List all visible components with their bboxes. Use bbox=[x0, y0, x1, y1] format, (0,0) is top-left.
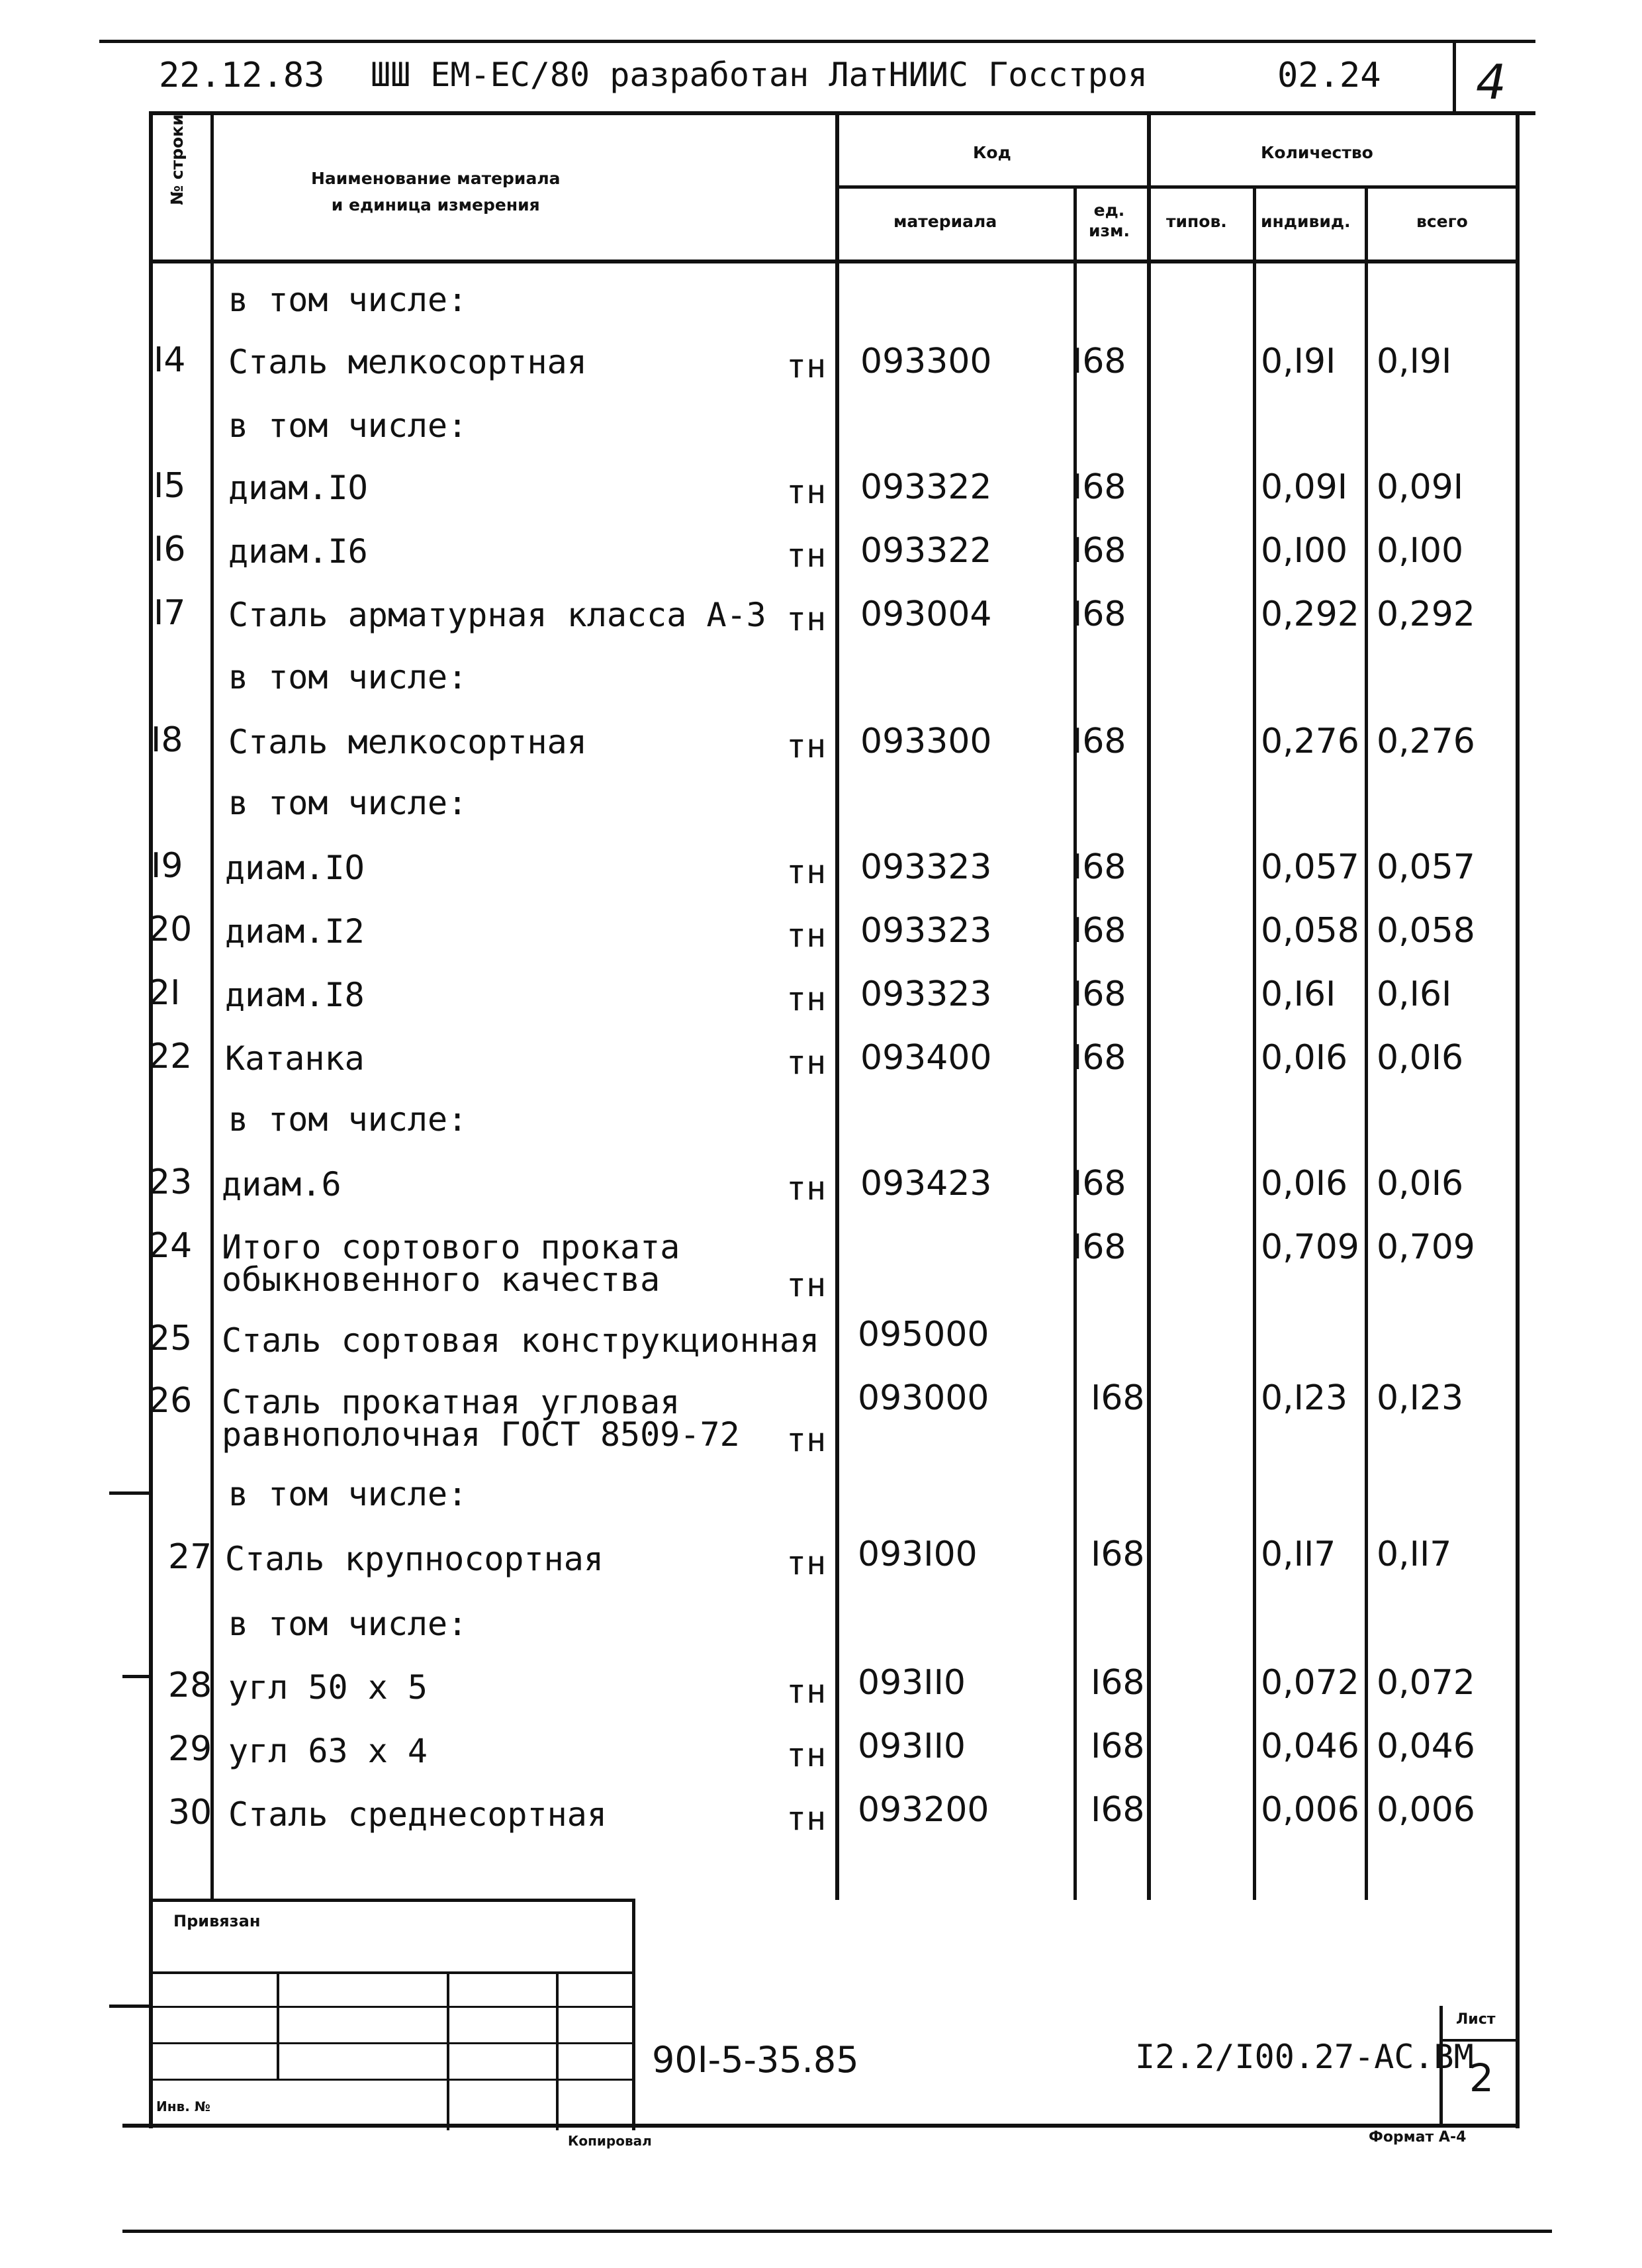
margin-mark bbox=[122, 1675, 150, 1678]
frame-left bbox=[149, 113, 153, 2128]
top-rule-lower bbox=[149, 111, 1535, 115]
row-name: Сталь прокатная угловая равнополочная ГОСТ 8509-72 bbox=[222, 1383, 740, 1454]
row-number: 25 bbox=[148, 1319, 193, 1358]
row-unit: тн bbox=[786, 1169, 827, 1207]
header-qty-individual: индивид. bbox=[1261, 212, 1351, 231]
row-name: Сталь среднесортная bbox=[228, 1795, 607, 1834]
margin-mark bbox=[109, 1491, 150, 1495]
row-ind: 0,II7 bbox=[1261, 1535, 1336, 1574]
row-code: 093323 bbox=[860, 847, 992, 887]
row-ed: I68 bbox=[1072, 1227, 1126, 1267]
stamp-list-label: Лист bbox=[1456, 2011, 1496, 2028]
row-code: 093II0 bbox=[858, 1663, 966, 1703]
row-name: Итого сортового проката обыкновенного качества bbox=[222, 1228, 680, 1299]
header-quantity: Количество bbox=[1261, 143, 1373, 162]
row-name: угл 63 х 4 bbox=[228, 1732, 428, 1770]
row-ind: 0,058 bbox=[1261, 911, 1359, 951]
row-total: 0,057 bbox=[1377, 847, 1475, 887]
row-total: 0,046 bbox=[1377, 1726, 1475, 1766]
row-code: 093300 bbox=[860, 342, 992, 381]
row-unit: тн bbox=[786, 1266, 827, 1304]
row-name: Сталь арматурная класса А-3 bbox=[228, 596, 766, 634]
row-number: 27 bbox=[168, 1537, 212, 1577]
row-ed: I68 bbox=[1072, 1038, 1126, 1078]
row-total: 0,058 bbox=[1377, 911, 1475, 951]
row-total: 0,276 bbox=[1377, 722, 1475, 761]
row-name: Сталь сортовая конструкционная bbox=[222, 1321, 820, 1360]
stamp-kopiroval: Копировал bbox=[568, 2133, 652, 2149]
row-number: 26 bbox=[148, 1381, 193, 1421]
document-code: 02.24 bbox=[1277, 56, 1381, 95]
stamp-col bbox=[556, 1971, 559, 2130]
row-ed: I68 bbox=[1091, 1378, 1145, 1418]
row-unit: тн bbox=[786, 853, 827, 891]
row-code: 093423 bbox=[860, 1164, 992, 1204]
row-number: I5 bbox=[154, 466, 186, 506]
header-material-name: Наименование материала и единица измерения bbox=[311, 169, 561, 214]
row-unit: тн bbox=[786, 916, 827, 955]
row-total: 0,0I6 bbox=[1377, 1038, 1464, 1078]
row-total: 0,II7 bbox=[1377, 1535, 1452, 1574]
stamp-list-number: 2 bbox=[1469, 2055, 1494, 2101]
row-ind: 0,006 bbox=[1261, 1790, 1359, 1830]
stamp-privyazan: Привязан bbox=[173, 1912, 261, 1930]
row-code: 093004 bbox=[860, 594, 992, 634]
row-ind: 0,057 bbox=[1261, 847, 1359, 887]
row-name: Сталь крупносортная bbox=[225, 1540, 604, 1578]
row-code: 095000 bbox=[858, 1315, 989, 1354]
stamp-doc-code: I2.2/I00.27-АС.ВМ bbox=[1135, 2038, 1474, 2076]
row-number: 30 bbox=[168, 1793, 212, 1832]
row-name: в том числе: bbox=[228, 1100, 468, 1139]
col-ind-divider bbox=[1365, 185, 1368, 1900]
row-unit: тн bbox=[786, 1043, 827, 1082]
stamp-rule bbox=[149, 2006, 635, 2008]
row-name: диам.I2 bbox=[225, 912, 365, 951]
row-total: 0,I23 bbox=[1377, 1378, 1464, 1418]
row-number: I7 bbox=[154, 593, 186, 633]
page-bottom-rule bbox=[122, 2230, 1552, 2233]
margin-mark bbox=[109, 2005, 150, 2008]
row-unit: тн bbox=[786, 1799, 827, 1838]
row-total: 0,292 bbox=[1377, 594, 1475, 634]
row-name: в том числе: bbox=[228, 406, 468, 445]
document-source: ШШ ЕМ-ЕС/80 разработан ЛатНИИС Госстроя bbox=[371, 56, 1148, 94]
row-ed: I68 bbox=[1072, 1164, 1126, 1204]
row-ind: 0,I9I bbox=[1261, 342, 1336, 381]
row-code: 093400 bbox=[860, 1038, 992, 1078]
row-code: 093322 bbox=[860, 531, 992, 571]
row-ed: I68 bbox=[1072, 911, 1126, 951]
col-name-divider bbox=[835, 113, 839, 1900]
row-code: 093II0 bbox=[858, 1726, 966, 1766]
stamp-bottom-rule bbox=[122, 2124, 1519, 2128]
row-ed: I68 bbox=[1072, 974, 1126, 1014]
row-number: 28 bbox=[168, 1666, 212, 1705]
row-name: угл 50 х 5 bbox=[228, 1668, 428, 1707]
row-code: 093322 bbox=[860, 467, 992, 507]
col-no-divider bbox=[210, 113, 214, 1900]
row-total: 0,006 bbox=[1377, 1790, 1475, 1830]
stamp-col bbox=[447, 1971, 449, 2130]
row-name: диам.6 bbox=[222, 1165, 342, 1204]
row-unit: тн bbox=[786, 1421, 827, 1459]
row-name: в том числе: bbox=[228, 1605, 468, 1643]
row-unit: тн bbox=[786, 473, 827, 511]
row-code: 093I00 bbox=[858, 1535, 978, 1574]
row-ed: I68 bbox=[1091, 1790, 1145, 1830]
top-rule bbox=[99, 40, 1535, 43]
document-date: 22.12.83 bbox=[159, 56, 325, 95]
row-number: I6 bbox=[154, 530, 186, 569]
row-unit: тн bbox=[786, 727, 827, 765]
row-ind: 0,I00 bbox=[1261, 531, 1348, 571]
row-name: Катанка bbox=[225, 1039, 365, 1078]
header-mid-rule bbox=[835, 185, 1517, 189]
col-tip-divider bbox=[1253, 185, 1256, 1900]
row-unit: тн bbox=[786, 1672, 827, 1711]
header-code-material: материала bbox=[893, 212, 997, 231]
row-code: 093323 bbox=[860, 974, 992, 1014]
stamp-rule bbox=[149, 1971, 635, 1974]
row-number: 22 bbox=[148, 1037, 193, 1076]
row-name: в том числе: bbox=[228, 784, 468, 822]
row-ind: 0,046 bbox=[1261, 1726, 1359, 1766]
row-ed: I68 bbox=[1072, 722, 1126, 761]
stamp-top-rule bbox=[149, 1899, 635, 1902]
row-unit: тн bbox=[786, 1736, 827, 1774]
row-ind: 0,072 bbox=[1261, 1663, 1359, 1703]
header-code: Код bbox=[973, 143, 1011, 162]
row-number: I4 bbox=[154, 340, 186, 380]
row-code: 093323 bbox=[860, 911, 992, 951]
row-total: 0,709 bbox=[1377, 1227, 1475, 1267]
row-number: 23 bbox=[148, 1162, 193, 1202]
row-name: Сталь мелкосортная bbox=[228, 723, 587, 761]
row-unit: тн bbox=[786, 1544, 827, 1582]
row-total: 0,09I bbox=[1377, 467, 1464, 507]
row-ind: 0,709 bbox=[1261, 1227, 1359, 1267]
row-name: диам.IO bbox=[225, 849, 365, 887]
header-code-unit: ед. изм. bbox=[1089, 201, 1130, 241]
row-unit: тн bbox=[786, 600, 827, 638]
stamp-rule bbox=[149, 2042, 635, 2044]
row-ind: 0,I23 bbox=[1261, 1378, 1348, 1418]
row-name: диам.IO bbox=[228, 469, 368, 507]
row-ind: 0,09I bbox=[1261, 467, 1348, 507]
row-total: 0,072 bbox=[1377, 1663, 1475, 1703]
row-ed: I68 bbox=[1072, 467, 1126, 507]
row-name: диам.I6 bbox=[228, 532, 368, 571]
row-total: 0,I6I bbox=[1377, 974, 1452, 1014]
row-ed: I68 bbox=[1072, 594, 1126, 634]
row-number: 29 bbox=[168, 1729, 212, 1769]
stamp-inv-no: Инв. № bbox=[156, 2099, 210, 2114]
row-unit: тн bbox=[786, 347, 827, 385]
row-code: 093000 bbox=[858, 1378, 989, 1418]
frame-right bbox=[1516, 113, 1520, 2128]
row-ed: I68 bbox=[1072, 531, 1126, 571]
col-unit-divider bbox=[1147, 113, 1151, 1900]
stamp-doc-number: 90I-5-35.85 bbox=[652, 2039, 859, 2081]
stamp-format: Формат А-4 bbox=[1369, 2129, 1467, 2146]
row-ed: I68 bbox=[1091, 1726, 1145, 1766]
row-number: 20 bbox=[148, 910, 193, 949]
row-ed: I68 bbox=[1091, 1663, 1145, 1703]
header-row-number: № строки bbox=[167, 114, 187, 205]
row-number: 24 bbox=[148, 1226, 193, 1266]
row-number: 2I bbox=[148, 973, 181, 1013]
row-ind: 0,292 bbox=[1261, 594, 1359, 634]
row-total: 0,0I6 bbox=[1377, 1164, 1464, 1204]
row-ind: 0,I6I bbox=[1261, 974, 1336, 1014]
row-unit: тн bbox=[786, 980, 827, 1018]
stamp-col bbox=[277, 1971, 279, 2079]
row-ed: I68 bbox=[1072, 342, 1126, 381]
row-code: 093300 bbox=[860, 722, 992, 761]
row-name: в том числе: bbox=[228, 281, 468, 319]
row-name: в том числе: bbox=[228, 658, 468, 696]
row-name: в том числе: bbox=[228, 1475, 468, 1513]
row-ind: 0,276 bbox=[1261, 722, 1359, 761]
row-ind: 0,0I6 bbox=[1261, 1038, 1348, 1078]
row-total: 0,I00 bbox=[1377, 531, 1464, 571]
row-code: 093200 bbox=[858, 1790, 989, 1830]
stamp-rule bbox=[149, 2079, 635, 2081]
row-ed: I68 bbox=[1091, 1535, 1145, 1574]
header-qty-total: всего bbox=[1416, 212, 1468, 231]
row-number: I9 bbox=[151, 846, 183, 886]
row-unit: тн bbox=[786, 536, 827, 575]
row-total: 0,I9I bbox=[1377, 342, 1452, 381]
page-mark: 4 bbox=[1476, 54, 1506, 110]
header-bottom-rule bbox=[149, 260, 1519, 263]
row-ind: 0,0I6 bbox=[1261, 1164, 1348, 1204]
row-ed: I68 bbox=[1072, 847, 1126, 887]
page-mark-box-left bbox=[1453, 43, 1456, 115]
row-number: I8 bbox=[151, 720, 183, 760]
row-name: диам.I8 bbox=[225, 976, 365, 1014]
header-qty-typical: типов. bbox=[1166, 212, 1227, 231]
stamp-right-rule bbox=[632, 1899, 635, 2130]
row-name: Сталь мелкосортная bbox=[228, 343, 587, 381]
